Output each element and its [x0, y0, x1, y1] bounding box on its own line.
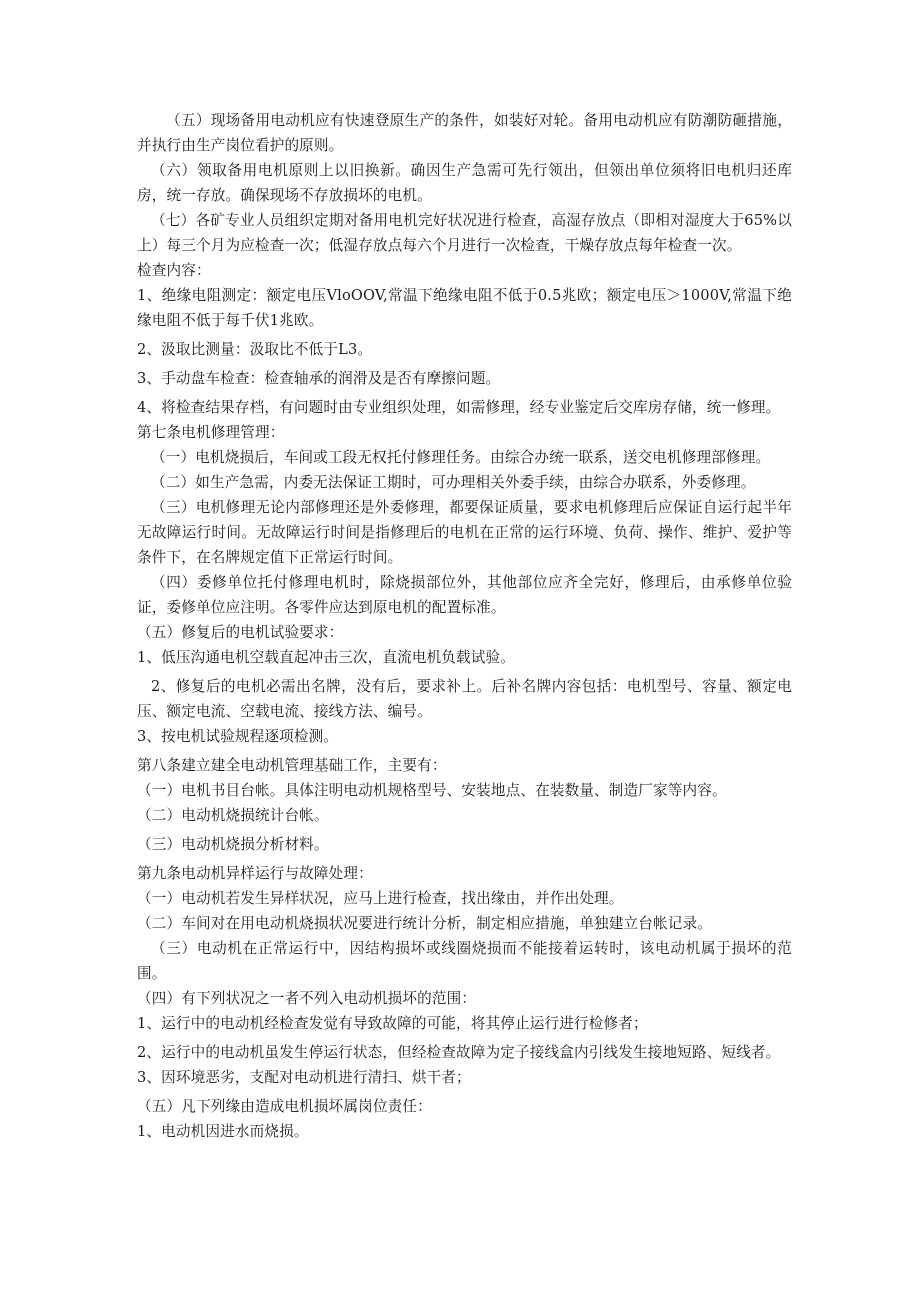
paragraph: 2、运行中的电动机虽发生停运行状态，但经检查故障为定子接线盒内引线发生接地短路、短线者。	[137, 1044, 781, 1061]
paragraph: 第九条电动机异样运行与故障处理：	[137, 865, 373, 882]
paragraph: 2、汲取比测量：汲取比不低于L3。	[137, 341, 373, 358]
paragraph: 1、运行中的电动机经检查发觉有导致故障的可能，将其停止运行进行检修者；	[137, 1015, 648, 1032]
paragraph: （五）现场备用电动机应有快速登原生产的条件，如装好对轮。备用电动机应有防潮防砸措施，并执行由生产岗位看护的原则。	[137, 112, 792, 154]
paragraph: 2、修复后的电机必需出名牌，没有后，要求补上。后补名牌内容包括：电机型号、容量、额定电压、额定电流、空载电流、接线方法、编号。	[137, 678, 792, 720]
paragraph: 4、将检查结果存档，有问题时由专业组织处理，如需修理，经专业鉴定后交库房存储，统一修理。	[137, 399, 781, 416]
paragraph: 1、绝缘电阻测定：额定电压VloOOV,常温下绝缘电阻不低于0.5兆欧；额定电压＞1000V,常温下绝缘电阻不低于每千伏1兆欧。	[137, 287, 792, 329]
paragraph: （三）电机修理无论内部修理还是外委修理，都要保证质量，要求电机修理后应保证自运行起半年无故障运行时间。无故障运行时间是指修理后的电机在正常的运行环境、负荷、操作、维护、爱护等条件下，在名牌规定值下正常运行时间。	[137, 499, 792, 566]
paragraph: 3、因环境恶劣，支配对电动机进行清扫、烘干者；	[137, 1069, 471, 1086]
paragraph: （二）电动机烧损统计台帐。	[137, 807, 329, 824]
paragraph: （二）如生产急需，内委无法保证工期时，可办理相关外委手续，由综合办联系，外委修理。	[151, 474, 756, 491]
paragraph: 1、电动机因进水而烧损。	[137, 1123, 309, 1140]
document-body	[137, 108, 792, 1144]
paragraph: 检查内容：	[137, 262, 211, 279]
paragraph: 第八条建立建全电动机管理基础工作，主要有：	[137, 757, 447, 774]
paragraph: （五）凡下列缘由造成电机损坏属岗位责任：	[137, 1098, 432, 1115]
paragraph: （五）修复后的电机试验要求：	[137, 624, 344, 641]
paragraph: （三）电动机在正常运行中，因结构损坏或线圈烧损而不能接着运转时，该电动机属于损坏的范围。	[137, 940, 792, 982]
paragraph: （一）电机烧损后，车间或工段无权托付修理任务。由综合办统一联系，送交电机修理部修理。	[151, 449, 771, 466]
paragraph: 3、按电机试验规程逐项检测。	[137, 728, 339, 745]
paragraph: （二）车间对在用电动机烧损状况要进行统计分析，制定相应措施，单独建立台帐记录。	[137, 915, 713, 932]
paragraph: 3、手动盘车检查：检查轴承的润滑及是否有摩擦问题。	[137, 370, 501, 387]
paragraph: 第七条电机修理管理：	[137, 424, 285, 441]
paragraph: （一）电机书目台帐。具体注明电动机规格型号、安装地点、在装数量、制造厂家等内容。	[137, 782, 727, 799]
paragraph: （一）电动机若发生异样状况，应马上进行检查，找出缘由，并作出处理。	[137, 890, 624, 907]
paragraph: （四）有下列状况之一者不列入电动机损坏的范围：	[137, 990, 477, 1007]
paragraph: （四）委修单位托付修理电机时，除烧损部位外，其他部位应齐全完好，修理后，由承修单位验证，委修单位应注明。各零件应达到原电机的配置标准。	[137, 574, 792, 616]
paragraph: 1、低压沟通电机空载直起冲击三次，直流电机负载试验。	[137, 649, 516, 666]
paragraph: （六）领取备用电机原则上以旧换新。确因生产急需可先行领出，但领出单位须将旧电机归还库房，统一存放。确保现场不存放损坏的电机。	[137, 162, 792, 204]
paragraph: （三）电动机烧损分析材料。	[137, 836, 329, 853]
paragraph: （七）各矿专业人员组织定期对备用电机完好状况进行检查，高湿存放点（即相对湿度大于65%以上）每三个月为应检查一次；低湿存放点每六个月进行一次检查，干燥存放点每年检查一次。	[137, 212, 792, 254]
